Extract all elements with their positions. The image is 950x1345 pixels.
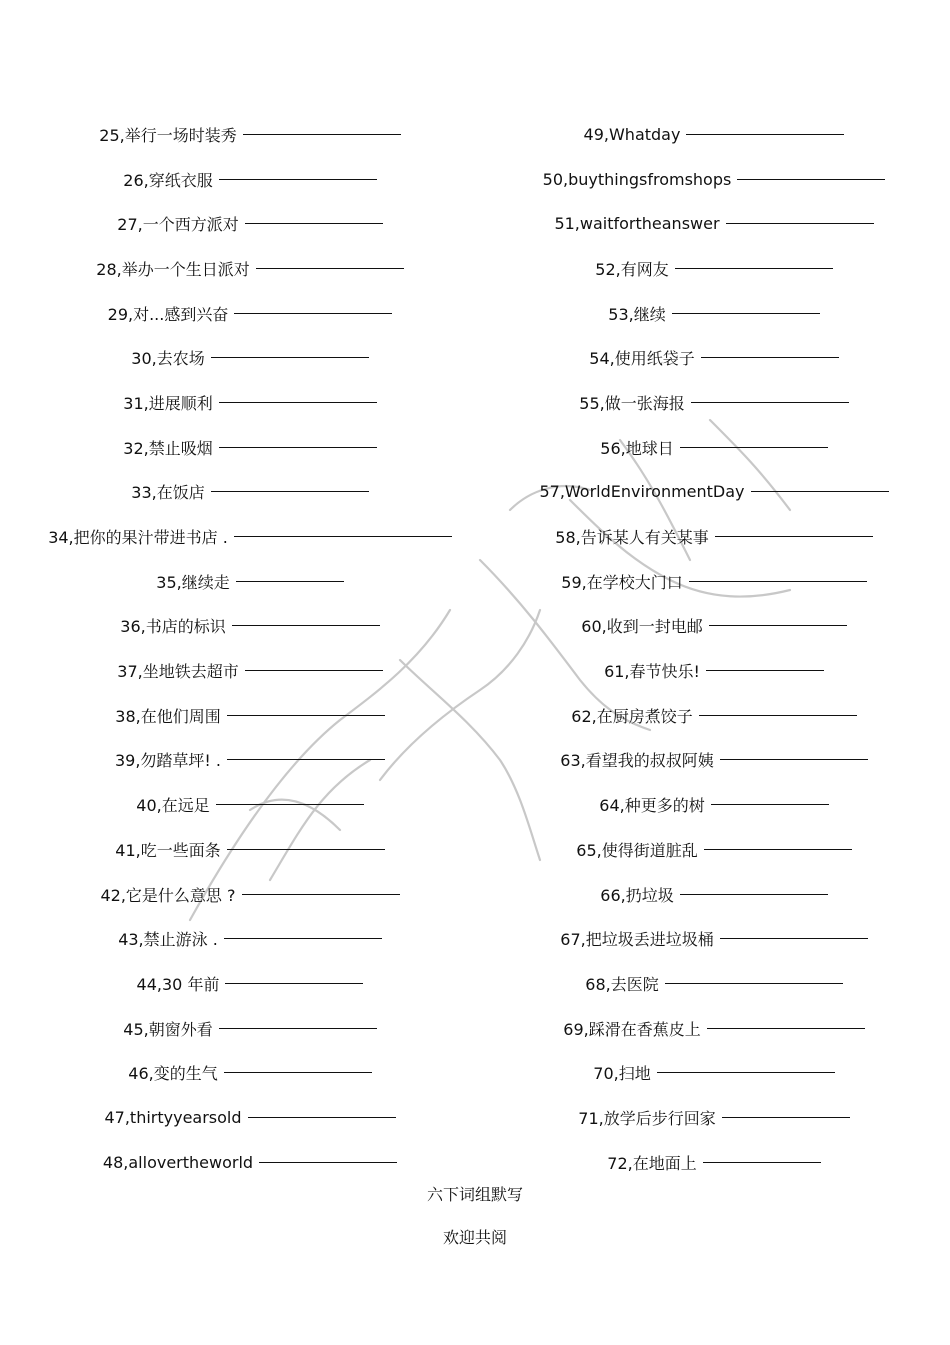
answer-blank[interactable] xyxy=(726,223,874,224)
phrase-item xyxy=(484,782,944,827)
phrase-label: 56,地球日 xyxy=(600,438,674,458)
phrase-label: 70,扫地 xyxy=(593,1064,651,1084)
phrase-item xyxy=(484,648,944,693)
footer-note: 欢迎共阅 xyxy=(442,1228,507,1247)
phrase-label: 47,thirtyyearsold xyxy=(104,1107,242,1127)
answer-blank[interactable] xyxy=(686,134,844,135)
answer-blank[interactable] xyxy=(709,625,847,626)
answer-blank[interactable] xyxy=(227,849,385,850)
phrase-label: 54,使用纸袋子 xyxy=(589,349,695,369)
phrase-item xyxy=(20,693,480,738)
phrase-label: 34,把你的果汁带进书店 . xyxy=(48,528,228,548)
answer-blank[interactable] xyxy=(225,983,363,984)
answer-blank[interactable] xyxy=(234,313,392,314)
phrase-label: 64,种更多的树 xyxy=(599,796,705,816)
phrase-item xyxy=(484,559,944,604)
answer-blank[interactable] xyxy=(211,357,369,358)
phrase-item xyxy=(484,470,944,515)
answer-blank[interactable] xyxy=(704,849,852,850)
phrase-label: 29,对...感到兴奋 xyxy=(107,304,229,324)
phrase-label: 31,进展顺利 xyxy=(123,393,213,413)
phrase-label: 26,穿纸衣服 xyxy=(123,170,213,190)
phrase-item xyxy=(484,961,944,1006)
phrase-label: 50,buythingsfromshops xyxy=(542,169,732,189)
phrase-item xyxy=(484,872,944,917)
answer-blank[interactable] xyxy=(711,804,829,805)
phrase-label: 32,禁止吸烟 xyxy=(123,438,213,458)
phrase-item xyxy=(484,916,944,961)
phrase-item xyxy=(20,425,480,470)
phrase-label: 66,扔垃圾 xyxy=(600,885,674,905)
phrase-item xyxy=(20,380,480,425)
answer-blank[interactable] xyxy=(234,536,452,537)
phrase-item xyxy=(20,112,480,157)
left-column xyxy=(20,112,480,1185)
answer-blank[interactable] xyxy=(720,938,868,939)
answer-blank[interactable] xyxy=(224,938,382,939)
phrase-label: 72,在地面上 xyxy=(607,1153,697,1173)
answer-blank[interactable] xyxy=(691,402,849,403)
phrase-item xyxy=(20,157,480,202)
phrase-label: 30,去农场 xyxy=(131,349,205,369)
answer-blank[interactable] xyxy=(219,1028,377,1029)
phrase-item xyxy=(484,335,944,380)
answer-blank[interactable] xyxy=(737,179,885,180)
phrase-label: 60,收到一封电邮 xyxy=(581,617,703,637)
answer-blank[interactable] xyxy=(699,715,857,716)
phrase-item xyxy=(20,1095,480,1140)
phrase-item xyxy=(484,1095,944,1140)
phrase-label: 45,朝窗外看 xyxy=(123,1019,213,1039)
phrase-item xyxy=(484,380,944,425)
phrase-item xyxy=(484,246,944,291)
phrase-label: 57,WorldEnvironmentDay xyxy=(539,482,745,502)
phrase-item xyxy=(20,335,480,380)
phrase-label: 52,有网友 xyxy=(595,259,669,279)
phrase-item xyxy=(484,291,944,336)
phrase-label: 33,在饭店 xyxy=(131,483,205,503)
phrase-label: 44,30 年前 xyxy=(136,974,220,994)
phrase-label: 25,举行一场时装秀 xyxy=(99,125,237,145)
phrase-item xyxy=(20,604,480,649)
answer-blank[interactable] xyxy=(701,357,839,358)
phrase-item xyxy=(20,648,480,693)
answer-blank[interactable] xyxy=(680,447,828,448)
answer-blank[interactable] xyxy=(248,1117,396,1118)
phrase-label: 58,告诉某人有关某事 xyxy=(555,528,709,548)
phrase-label: 53,继续 xyxy=(608,304,666,324)
answer-blank[interactable] xyxy=(720,759,868,760)
answer-blank[interactable] xyxy=(259,1162,397,1163)
phrase-label: 63,看望我的叔叔阿姨 xyxy=(560,751,714,771)
answer-blank[interactable] xyxy=(665,983,843,984)
answer-blank[interactable] xyxy=(236,581,344,582)
phrase-label: 36,书店的标识 xyxy=(120,617,226,637)
phrase-label: 68,去医院 xyxy=(585,974,659,994)
phrase-label: 67,把垃圾丢进垃圾桶 xyxy=(560,930,714,950)
answer-blank[interactable] xyxy=(242,894,400,895)
answer-blank[interactable] xyxy=(224,1072,372,1073)
phrase-item xyxy=(20,559,480,604)
answer-blank[interactable] xyxy=(216,804,364,805)
answer-blank[interactable] xyxy=(703,1162,821,1163)
answer-blank[interactable] xyxy=(256,268,404,269)
phrase-label: 46,变的生气 xyxy=(128,1064,218,1084)
phrase-label: 42,它是什么意思 ? xyxy=(100,885,236,905)
answer-blank[interactable] xyxy=(232,625,380,626)
phrase-label: 48,allovertheworld xyxy=(102,1152,254,1172)
answer-blank[interactable] xyxy=(219,447,377,448)
phrase-label: 51,waitfortheanswer xyxy=(554,214,720,234)
phrase-item xyxy=(20,782,480,827)
answer-blank[interactable] xyxy=(227,715,385,716)
answer-blank[interactable] xyxy=(245,223,383,224)
right-column xyxy=(484,112,944,1185)
phrase-item xyxy=(484,1006,944,1051)
phrase-item xyxy=(20,246,480,291)
phrase-item xyxy=(20,827,480,872)
phrase-item xyxy=(484,157,944,202)
phrase-label: 41,吃一些面条 xyxy=(115,840,221,860)
answer-blank[interactable] xyxy=(722,1117,850,1118)
phrase-item xyxy=(20,201,480,246)
answer-blank[interactable] xyxy=(751,491,889,492)
phrase-label: 38,在他们周围 xyxy=(115,706,221,726)
phrase-item xyxy=(484,1140,944,1185)
phrase-item xyxy=(20,470,480,515)
phrase-label: 28,举办一个生日派对 xyxy=(96,259,250,279)
phrase-label: 59,在学校大门口 xyxy=(561,572,683,592)
phrase-item xyxy=(20,1140,480,1185)
answer-blank[interactable] xyxy=(243,134,401,135)
phrase-item xyxy=(484,514,944,559)
phrase-label: 49,Whatday xyxy=(583,124,681,144)
answer-blank[interactable] xyxy=(707,1028,865,1029)
answer-blank[interactable] xyxy=(219,179,377,180)
phrase-label: 55,做一张海报 xyxy=(579,393,685,413)
phrase-label: 62,在厨房煮饺子 xyxy=(571,706,693,726)
answer-blank[interactable] xyxy=(706,670,824,671)
phrase-item xyxy=(484,1050,944,1095)
phrase-item xyxy=(20,291,480,336)
phrase-label: 61,春节快乐! xyxy=(604,662,700,682)
answer-blank[interactable] xyxy=(680,894,828,895)
phrase-item xyxy=(484,827,944,872)
answer-blank[interactable] xyxy=(219,402,377,403)
answer-blank[interactable] xyxy=(672,313,820,314)
phrase-item xyxy=(484,425,944,470)
phrase-item xyxy=(20,1050,480,1095)
phrase-item xyxy=(484,201,944,246)
answer-blank[interactable] xyxy=(227,759,385,760)
answer-blank[interactable] xyxy=(715,536,873,537)
answer-blank[interactable] xyxy=(675,268,833,269)
phrase-item xyxy=(20,872,480,917)
phrase-item xyxy=(484,693,944,738)
phrase-label: 27,一个西方派对 xyxy=(117,215,239,235)
phrase-item xyxy=(20,514,480,559)
phrase-label: 43,禁止游泳 . xyxy=(118,930,218,950)
phrase-label: 65,使得街道脏乱 xyxy=(576,840,698,860)
page-title: 六下词组默写 xyxy=(426,1185,523,1204)
phrase-label: 69,踩滑在香蕉皮上 xyxy=(563,1019,701,1039)
phrase-item xyxy=(20,738,480,783)
answer-blank[interactable] xyxy=(245,670,383,671)
phrase-item xyxy=(20,916,480,961)
phrase-item xyxy=(20,1006,480,1051)
phrase-item xyxy=(20,961,480,1006)
phrase-label: 37,坐地铁去超市 xyxy=(117,662,239,682)
phrase-label: 71,放学后步行回家 xyxy=(578,1108,716,1128)
phrase-label: 39,勿踏草坪! . xyxy=(114,751,222,771)
phrase-label: 35,继续走 xyxy=(156,572,230,592)
phrase-item xyxy=(484,738,944,783)
answer-blank[interactable] xyxy=(211,491,369,492)
answer-blank[interactable] xyxy=(689,581,867,582)
answer-blank[interactable] xyxy=(657,1072,835,1073)
phrase-item xyxy=(484,604,944,649)
phrase-item xyxy=(484,112,944,157)
phrase-label: 40,在远足 xyxy=(136,796,210,816)
